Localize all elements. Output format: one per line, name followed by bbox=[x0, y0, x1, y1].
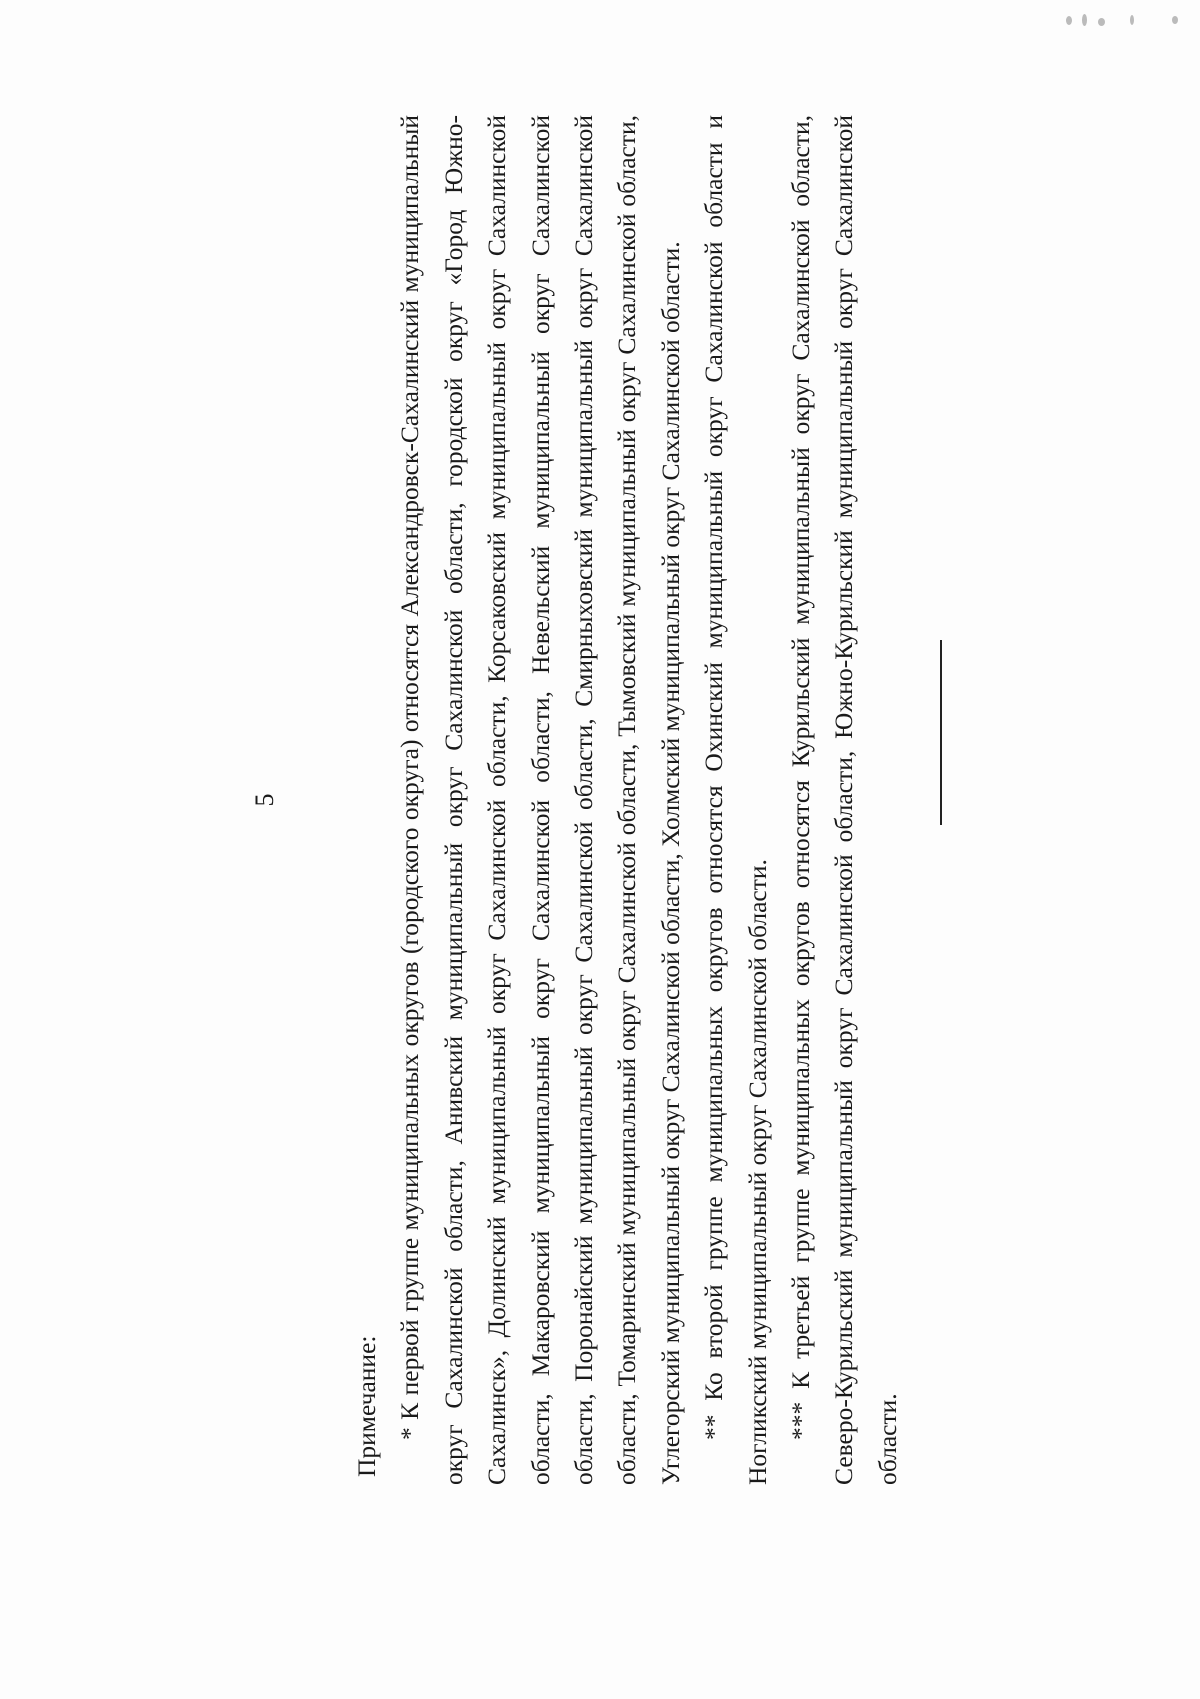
rotated-content bbox=[250, 115, 950, 1485]
note-paragraph-group-2: ** Ко второй группе муниципальных округов относятся Охинский муниципальный округ Сахалинской области и Ногликский муниципальный округ Сахалинской области. bbox=[699, 115, 772, 1485]
note-paragraph-group-1: * К первой группе муниципальных округов (городского округа) относятся Александровск-Сахалинский муниципальный округ Сахалинской области, Анивский муниципальный округ Сахалинской области, городской округ «Город Южно-Сахалинск», Долинский муниципальный округ Сахалинской области, Корсаковский муниципальный округ Сахалинской области, Макаровский муниципальный округ Сахалинской области, Невельский муниципальный округ Сахалинской области, Поронайский муниципальный округ Сахалинской области, Смирныховский муниципальный округ Сахалинской области, Томаринский муниципальный округ Сахалинской области, Тымовский муниципальный округ Сахалинской области, Углегорский муниципальный округ Сахалинской области, Холмский муниципальный округ Сахалинской области. bbox=[395, 115, 685, 1485]
scan-artifacts bbox=[1060, 10, 1200, 40]
note-heading: Примечание: bbox=[352, 1335, 381, 1477]
note-block bbox=[345, 115, 909, 1485]
note-paragraph-group-3: *** К третьей группе муниципальных округов относятся Курильский муниципальный округ Сахалинской области, Северо-Курильский муниципальный округ Сахалинской области, Южно-Курильский муниципальный округ Сахалинской области. bbox=[786, 115, 902, 1485]
end-separator-line bbox=[940, 640, 942, 825]
page-number: 5 bbox=[250, 793, 279, 807]
